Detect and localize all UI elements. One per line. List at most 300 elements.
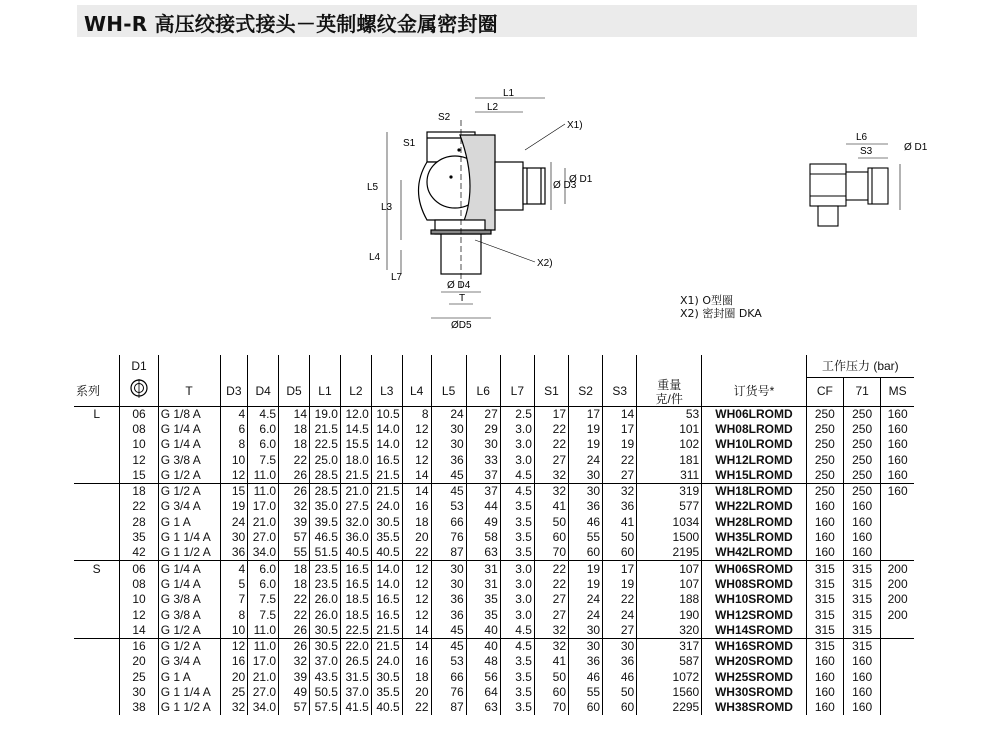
cell-l6: 63: [466, 700, 500, 715]
cell-s1: 32: [534, 468, 568, 484]
table-row: [74, 545, 914, 561]
cell-t: G 3/8 A: [158, 592, 220, 607]
header-row-top: [74, 355, 914, 378]
cell-l4: 12: [402, 607, 431, 622]
cell-p71: 315: [843, 561, 880, 577]
cell-cf: 250: [806, 422, 843, 437]
cell-d1: 10: [120, 592, 158, 607]
th-pressure-group: 工作压力 (bar): [806, 355, 914, 378]
cell-order: WH18LROMD: [702, 483, 806, 499]
cell-s2: 36: [569, 654, 603, 669]
cell-s1: 32: [534, 638, 568, 654]
cell-w: 1500: [637, 530, 702, 545]
cell-l4: 12: [402, 577, 431, 592]
cell-l6: 63: [466, 545, 500, 561]
cell-t: G 1 1/2 A: [158, 545, 220, 561]
cell-l6: 35: [466, 592, 500, 607]
table-row: [74, 700, 914, 715]
cell-d5: 57: [279, 530, 310, 545]
cell-l3: 16.5: [371, 607, 402, 622]
cell-order: WH28LROMD: [702, 515, 806, 530]
cell-cf: 250: [806, 468, 843, 484]
cell-s3: 60: [603, 700, 637, 715]
cell-d3: 24: [220, 515, 248, 530]
cell-d3: 15: [220, 483, 248, 499]
cell-w: 190: [637, 607, 702, 622]
cell-l5: 66: [431, 515, 466, 530]
cell-d5: 22: [279, 607, 310, 622]
cell-l3: 24.0: [371, 654, 402, 669]
cell-t: G 3/8 A: [158, 452, 220, 467]
cell-d4: 4.5: [248, 406, 279, 422]
cell-l7: 4.5: [500, 623, 534, 639]
cell-order: WH42LROMD: [702, 545, 806, 561]
cell-w: 320: [637, 623, 702, 639]
cell-cf: 160: [806, 654, 843, 669]
fitting-drawing-side: [800, 120, 928, 240]
cell-s2: 46: [569, 670, 603, 685]
cell-w: 188: [637, 592, 702, 607]
cell-w: 53: [637, 406, 702, 422]
cell-cf: 160: [806, 499, 843, 514]
cell-d1: 14: [120, 623, 158, 639]
cell-series: [74, 437, 120, 452]
cell-w: 107: [637, 577, 702, 592]
cell-s1: 22: [534, 561, 568, 577]
cell-s3: 50: [603, 530, 637, 545]
cell-d4: 17.0: [248, 654, 279, 669]
cell-t: G 1 1/4 A: [158, 685, 220, 700]
cell-series: [74, 483, 120, 499]
cell-l7: 3.5: [500, 654, 534, 669]
cell-l1: 23.5: [310, 561, 341, 577]
cell-l1: 28.5: [310, 483, 341, 499]
label-l7: L7: [391, 272, 403, 283]
cell-l2: 40.5: [340, 545, 371, 561]
cell-l4: 20: [402, 530, 431, 545]
cell-ms: 200: [881, 561, 914, 577]
cell-s2: 36: [569, 499, 603, 514]
cell-cf: 250: [806, 483, 843, 499]
cell-w: 587: [637, 654, 702, 669]
cell-p71: 250: [843, 422, 880, 437]
cell-l7: 3.5: [500, 499, 534, 514]
cell-ms: 160: [881, 422, 914, 437]
cell-s2: 30: [569, 623, 603, 639]
cell-s3: 14: [603, 406, 637, 422]
cell-d1: 08: [120, 577, 158, 592]
cell-l7: 3.0: [500, 422, 534, 437]
table-row: [74, 592, 914, 607]
label-d4: Ø D4: [447, 280, 471, 291]
label-t: T: [459, 293, 466, 304]
cell-l3: 24.0: [371, 499, 402, 514]
cell-s2: 60: [569, 700, 603, 715]
label-l4: L4: [369, 252, 381, 263]
cell-d1: 20: [120, 654, 158, 669]
th-series: 系列: [74, 378, 120, 407]
cell-cf: 250: [806, 452, 843, 467]
cell-l6: 27: [466, 406, 500, 422]
cell-l2: 18.5: [340, 592, 371, 607]
table-row: [74, 530, 914, 545]
cell-d4: 11.0: [248, 483, 279, 499]
cell-d1: 22: [120, 499, 158, 514]
cell-l2: 32.0: [340, 515, 371, 530]
cell-d3: 19: [220, 499, 248, 514]
cell-l5: 76: [431, 685, 466, 700]
cell-w: 311: [637, 468, 702, 484]
th-l1: L1: [310, 378, 341, 407]
spec-table-container: [74, 355, 914, 715]
cell-d1: 10: [120, 437, 158, 452]
cell-p71: 315: [843, 607, 880, 622]
cell-series: [74, 577, 120, 592]
th-weight: [637, 378, 702, 407]
cell-order: WH08LROMD: [702, 422, 806, 437]
cell-cf: 315: [806, 577, 843, 592]
cell-d4: 7.5: [248, 607, 279, 622]
cell-s3: 17: [603, 561, 637, 577]
label-s3: S3: [860, 146, 873, 157]
cell-l2: 26.5: [340, 654, 371, 669]
cell-l7: 4.5: [500, 468, 534, 484]
cell-s3: 30: [603, 638, 637, 654]
cell-s3: 24: [603, 607, 637, 622]
cell-s1: 32: [534, 483, 568, 499]
cell-ms: [881, 515, 914, 530]
cell-s3: 46: [603, 670, 637, 685]
cell-l6: 40: [466, 623, 500, 639]
cell-l5: 45: [431, 623, 466, 639]
cell-s3: 19: [603, 577, 637, 592]
cell-t: G 1 A: [158, 670, 220, 685]
table-row: [74, 406, 914, 422]
cell-l4: 22: [402, 545, 431, 561]
cell-d4: 11.0: [248, 623, 279, 639]
cell-order: WH12SROMD: [702, 607, 806, 622]
label-d5: ØD5: [451, 320, 472, 331]
cell-cf: 315: [806, 638, 843, 654]
cell-l2: 16.5: [340, 561, 371, 577]
table-row: [74, 515, 914, 530]
cell-l2: 14.5: [340, 422, 371, 437]
cell-ms: 160: [881, 437, 914, 452]
fitting-drawing-main: [355, 90, 605, 330]
label-l1: L1: [503, 88, 515, 99]
cell-l3: 30.5: [371, 670, 402, 685]
cell-cf: 315: [806, 561, 843, 577]
th-l5: L5: [431, 378, 466, 407]
cell-l3: 40.5: [371, 700, 402, 715]
cell-l6: 37: [466, 483, 500, 499]
cell-d3: 8: [220, 437, 248, 452]
cell-s1: 27: [534, 592, 568, 607]
cell-l5: 45: [431, 483, 466, 499]
cell-p71: 250: [843, 468, 880, 484]
cell-d3: 5: [220, 577, 248, 592]
cell-d4: 7.5: [248, 592, 279, 607]
cell-p71: 160: [843, 515, 880, 530]
cell-ms: 160: [881, 483, 914, 499]
cell-s2: 55: [569, 530, 603, 545]
cell-l7: 3.0: [500, 607, 534, 622]
cell-s1: 41: [534, 499, 568, 514]
label-s2: S2: [438, 112, 451, 123]
cell-p71: 250: [843, 437, 880, 452]
cell-series: [74, 545, 120, 561]
cell-s2: 19: [569, 437, 603, 452]
table-row: [74, 468, 914, 484]
cell-l7: 3.5: [500, 700, 534, 715]
cell-d4: 11.0: [248, 638, 279, 654]
cell-d5: 39: [279, 515, 310, 530]
cell-l6: 31: [466, 561, 500, 577]
cell-ms: 200: [881, 592, 914, 607]
d1-cross-section-icon: [128, 380, 150, 400]
cell-s3: 19: [603, 437, 637, 452]
cell-l7: 4.5: [500, 483, 534, 499]
cell-l5: 30: [431, 422, 466, 437]
cell-d5: 18: [279, 577, 310, 592]
cell-p71: 315: [843, 592, 880, 607]
cell-l7: 3.5: [500, 545, 534, 561]
cell-d4: 6.0: [248, 561, 279, 577]
cell-s2: 19: [569, 422, 603, 437]
cell-l3: 30.5: [371, 515, 402, 530]
cell-l7: 3.0: [500, 561, 534, 577]
th-s1: S1: [534, 378, 568, 407]
cell-s3: 22: [603, 592, 637, 607]
cell-l6: 48: [466, 654, 500, 669]
cell-l6: 31: [466, 577, 500, 592]
cell-l7: 3.0: [500, 437, 534, 452]
cell-w: 1034: [637, 515, 702, 530]
cell-p71: 315: [843, 638, 880, 654]
th-l3: L3: [371, 378, 402, 407]
cell-ms: 160: [881, 468, 914, 484]
cell-l4: 12: [402, 561, 431, 577]
th-d1: D1: [120, 355, 158, 378]
cell-l7: 3.5: [500, 670, 534, 685]
cell-l3: 21.5: [371, 468, 402, 484]
cell-l7: 3.5: [500, 515, 534, 530]
cell-l5: 36: [431, 452, 466, 467]
cell-l1: 30.5: [310, 638, 341, 654]
cell-l7: 2.5: [500, 406, 534, 422]
cell-l4: 16: [402, 499, 431, 514]
cell-d3: 12: [220, 638, 248, 654]
cell-d5: 32: [279, 499, 310, 514]
cell-t: G 1 A: [158, 515, 220, 530]
cell-l4: 14: [402, 483, 431, 499]
table-row: [74, 483, 914, 499]
cell-order: WH16SROMD: [702, 638, 806, 654]
label-d1: Ø D1: [569, 174, 593, 185]
th-weight-line1: 重量: [657, 377, 682, 392]
cell-d4: 11.0: [248, 468, 279, 484]
cell-ms: [881, 700, 914, 715]
cell-d3: 10: [220, 452, 248, 467]
label-x2: X2): [537, 258, 553, 269]
cell-l2: 36.0: [340, 530, 371, 545]
cell-l5: 66: [431, 670, 466, 685]
cell-l4: 14: [402, 468, 431, 484]
cell-s1: 70: [534, 545, 568, 561]
cell-t: G 1/4 A: [158, 561, 220, 577]
cell-d5: 22: [279, 452, 310, 467]
cell-t: G 1/4 A: [158, 437, 220, 452]
cell-d1: 15: [120, 468, 158, 484]
cell-l2: 15.5: [340, 437, 371, 452]
cell-d1: 42: [120, 545, 158, 561]
cell-order: WH20SROMD: [702, 654, 806, 669]
cell-s1: 32: [534, 623, 568, 639]
label-d1-side: Ø D1: [904, 142, 928, 153]
th-ms: MS: [881, 378, 914, 407]
cell-s3: 27: [603, 468, 637, 484]
cell-cf: 315: [806, 592, 843, 607]
cell-s1: 60: [534, 685, 568, 700]
cell-l4: 18: [402, 670, 431, 685]
cell-series: [74, 607, 120, 622]
cell-l4: 12: [402, 422, 431, 437]
cell-d3: 36: [220, 545, 248, 561]
cell-l1: 39.5: [310, 515, 341, 530]
cell-l4: 20: [402, 685, 431, 700]
cell-l3: 21.5: [371, 623, 402, 639]
cell-l5: 36: [431, 592, 466, 607]
cell-cf: 160: [806, 670, 843, 685]
cell-d3: 8: [220, 607, 248, 622]
th-weight-line2: 克/件: [655, 391, 683, 406]
cell-l5: 45: [431, 638, 466, 654]
page-title: WH-R 高压绞接式接头－英制螺纹金属密封圈: [84, 12, 498, 36]
cell-d4: 7.5: [248, 452, 279, 467]
cell-l6: 30: [466, 437, 500, 452]
note-x1: X1) O型圈: [680, 294, 733, 307]
cell-l5: 53: [431, 499, 466, 514]
cell-d5: 26: [279, 483, 310, 499]
cell-l5: 36: [431, 607, 466, 622]
cell-l2: 16.5: [340, 577, 371, 592]
cell-l1: 57.5: [310, 700, 341, 715]
cell-l7: 3.0: [500, 577, 534, 592]
cell-series: [74, 422, 120, 437]
cell-l1: 21.5: [310, 422, 341, 437]
cell-l6: 64: [466, 685, 500, 700]
cell-t: G 1/2 A: [158, 638, 220, 654]
cell-l5: 87: [431, 700, 466, 715]
cell-s2: 55: [569, 685, 603, 700]
cell-l6: 29: [466, 422, 500, 437]
cell-d1: 28: [120, 515, 158, 530]
cell-order: WH30SROMD: [702, 685, 806, 700]
cell-cf: 160: [806, 685, 843, 700]
th-d1-icon: [120, 378, 158, 407]
cell-t: G 1 1/4 A: [158, 530, 220, 545]
cell-series: [74, 670, 120, 685]
cell-l4: 14: [402, 638, 431, 654]
cell-s2: 46: [569, 515, 603, 530]
cell-ms: [881, 499, 914, 514]
cell-s2: 24: [569, 607, 603, 622]
cell-order: WH06LROMD: [702, 406, 806, 422]
cell-t: G 3/4 A: [158, 499, 220, 514]
cell-s2: 24: [569, 592, 603, 607]
cell-s2: 30: [569, 483, 603, 499]
cell-l5: 87: [431, 545, 466, 561]
cell-d1: 18: [120, 483, 158, 499]
cell-s3: 17: [603, 422, 637, 437]
cell-l5: 53: [431, 654, 466, 669]
cell-s3: 22: [603, 452, 637, 467]
cell-t: G 1/4 A: [158, 577, 220, 592]
cell-s2: 17: [569, 406, 603, 422]
cell-l1: 43.5: [310, 670, 341, 685]
cell-p71: 160: [843, 530, 880, 545]
cell-d1: 06: [120, 406, 158, 422]
cell-w: 101: [637, 422, 702, 437]
cell-s3: 60: [603, 545, 637, 561]
table-row: [74, 422, 914, 437]
cell-d5: 18: [279, 437, 310, 452]
cell-order: WH14SROMD: [702, 623, 806, 639]
cell-ms: [881, 530, 914, 545]
cell-d4: 27.0: [248, 530, 279, 545]
cell-ms: [881, 670, 914, 685]
cell-p71: 160: [843, 545, 880, 561]
cell-d5: 57: [279, 700, 310, 715]
cell-d3: 4: [220, 561, 248, 577]
cell-l1: 50.5: [310, 685, 341, 700]
label-l3: L3: [381, 202, 393, 213]
cell-ms: [881, 623, 914, 639]
cell-d4: 17.0: [248, 499, 279, 514]
cell-cf: 315: [806, 607, 843, 622]
cell-l7: 3.5: [500, 530, 534, 545]
table-row: [74, 670, 914, 685]
cell-series: [74, 685, 120, 700]
cell-l2: 18.0: [340, 452, 371, 467]
cell-p71: 250: [843, 406, 880, 422]
cell-series: [74, 530, 120, 545]
cell-d1: 38: [120, 700, 158, 715]
cell-d3: 20: [220, 670, 248, 685]
cell-d5: 55: [279, 545, 310, 561]
cell-l3: 21.5: [371, 638, 402, 654]
cell-l3: 14.0: [371, 422, 402, 437]
cell-w: 107: [637, 561, 702, 577]
th-cf: CF: [806, 378, 843, 407]
cell-s1: 22: [534, 437, 568, 452]
cell-d5: 14: [279, 406, 310, 422]
cell-p71: 160: [843, 499, 880, 514]
cell-l5: 30: [431, 577, 466, 592]
cell-l6: 49: [466, 515, 500, 530]
cell-order: WH12LROMD: [702, 452, 806, 467]
cell-series: [74, 700, 120, 715]
cell-d3: 4: [220, 406, 248, 422]
cell-l1: 30.5: [310, 623, 341, 639]
table-row: [74, 452, 914, 467]
table-row: [74, 638, 914, 654]
cell-d3: 25: [220, 685, 248, 700]
cell-series: [74, 638, 120, 654]
cell-cf: 160: [806, 700, 843, 715]
cell-l5: 24: [431, 406, 466, 422]
cell-l7: 3.5: [500, 685, 534, 700]
